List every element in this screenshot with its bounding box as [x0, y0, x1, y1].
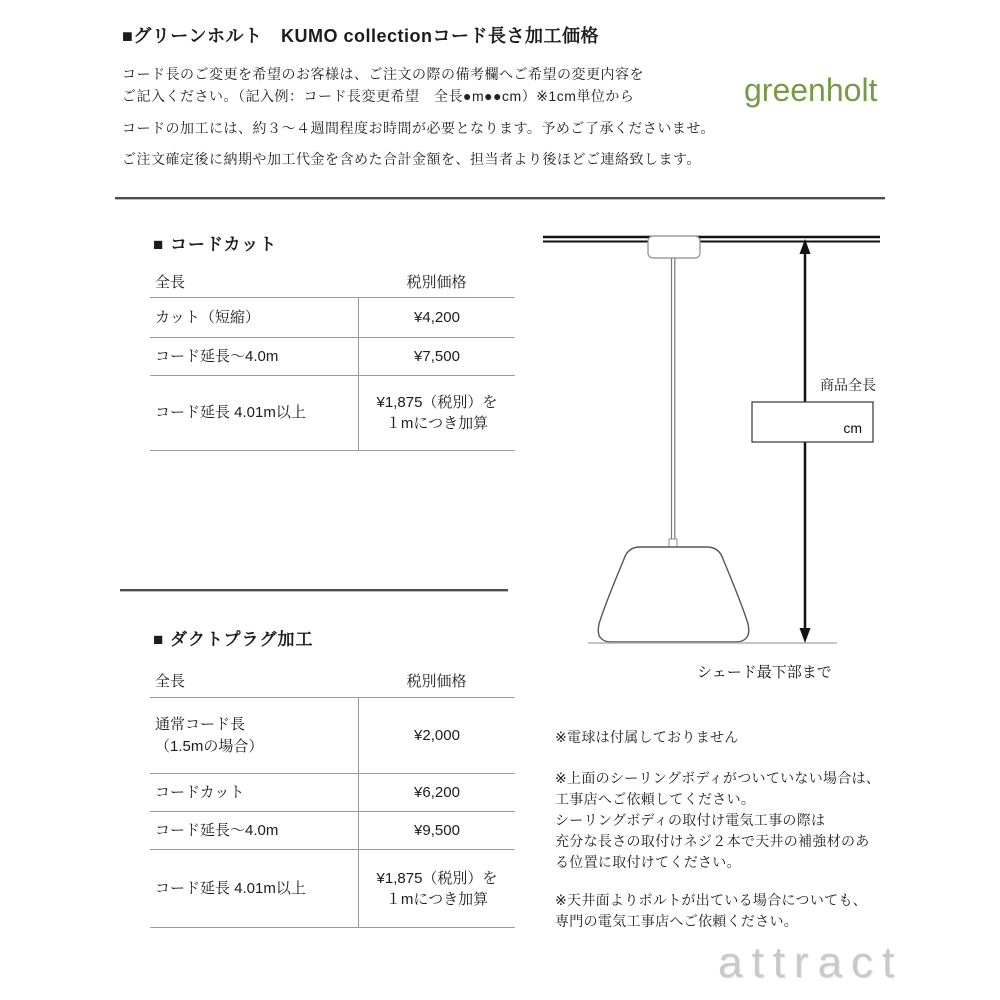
- row-label-line-2: （1.5mの場合）: [155, 737, 264, 755]
- table-row: [150, 376, 515, 451]
- row-price: ¥9,500: [358, 812, 515, 849]
- column-header-price: 税別価格: [406, 274, 467, 291]
- separator-middle: [120, 589, 508, 591]
- row-label: コード延長 4.01m以上: [155, 879, 306, 897]
- note-line: ※上面のシーリングボディがついていない場合は、: [555, 770, 881, 786]
- note-line: ※天井面よりボルトが出ている場合についても、: [555, 892, 868, 908]
- cord-cut-table: [150, 268, 515, 451]
- duct-plug-table: [150, 666, 515, 928]
- note-line: シーリングボディの取付け電気工事の際は: [555, 812, 826, 828]
- note-line: 工事店へご依頼してください。: [555, 791, 756, 807]
- section-heading-cord-cut: ■ コードカット: [153, 235, 278, 254]
- row-price-line-2: １mにつき加算: [385, 890, 489, 908]
- note-line: 充分な長さの取付けネジ２本で天井の補強材のあ: [555, 833, 870, 849]
- intro-line-1: コード長のご変更を希望のお客様は、ご注文の際の備考欄へご希望の変更内容を: [122, 66, 644, 82]
- intro-line-4: ご注文確定後に納期や加工代金を含めた合計金額を、担当者より後ほどご連絡致します。: [122, 151, 701, 167]
- lamp-shade: [598, 547, 749, 642]
- row-price: ¥7,500: [358, 338, 515, 375]
- table-row: [150, 698, 515, 774]
- pendant-diagram-drawing: [540, 225, 890, 695]
- table-row: [150, 338, 515, 376]
- note-line: 専門の電気工事店へご依頼ください。: [555, 913, 799, 929]
- ceiling-canopy: [648, 236, 700, 258]
- page-title: ■グリーンホルト KUMO collectionコード長さ加工価格: [122, 26, 600, 46]
- note-ceiling-body: [555, 768, 880, 873]
- table-header-row: [150, 268, 515, 298]
- row-label-line-1: 通常コード長: [155, 715, 246, 733]
- row-price: ¥6,200: [358, 774, 515, 811]
- note-no-bulb: ※電球は付属しておりません: [555, 729, 739, 745]
- cm-unit-label: cm: [843, 420, 862, 436]
- greenholt-logo: greenholt: [744, 72, 878, 108]
- table-row: [150, 298, 515, 338]
- column-header-length: 全長: [155, 672, 186, 690]
- separator-top: [115, 197, 885, 199]
- section-heading-duct-plug: ■ ダクトプラグ加工: [153, 630, 314, 649]
- row-label: コード延長〜4.0m: [155, 821, 279, 839]
- row-price: [358, 850, 515, 927]
- row-label: [150, 714, 358, 758]
- row-price: [358, 376, 515, 450]
- row-price-line-2: １mにつき加算: [385, 415, 489, 432]
- column-header-length: 全長: [155, 273, 186, 291]
- row-label: コード延長〜4.0m: [155, 347, 279, 365]
- table-row: [150, 850, 515, 928]
- table-row: [150, 774, 515, 812]
- row-price-line-1: ¥1,875（税別）を: [376, 869, 498, 887]
- cord-socket: [669, 539, 677, 547]
- column-header-price: 税別価格: [406, 673, 467, 690]
- note-bolt: [555, 890, 867, 932]
- arrow-down-head: [800, 628, 811, 643]
- row-price: ¥2,000: [358, 698, 515, 773]
- attract-watermark: attract: [718, 938, 904, 987]
- shade-bottom-label: シェード最下部まで: [697, 664, 832, 681]
- row-price-line-1: ¥1,875（税別）を: [376, 394, 498, 411]
- row-label: コード延長 4.01m以上: [155, 404, 306, 421]
- pendant-lamp-diagram: [540, 225, 890, 695]
- row-label: カット（短縮）: [155, 308, 260, 326]
- row-label: コードカット: [155, 783, 245, 801]
- table-row: [150, 812, 515, 850]
- intro-line-3: コードの加工には、約３〜４週間程度お時間が必要となります。予めご了承くださいませ。: [122, 120, 715, 136]
- intro-line-2: ご記入ください。（記入例：コード長変更希望 全長●m●●cm）※1cm単位から: [122, 88, 635, 104]
- note-line: る位置に取付けてください。: [555, 854, 741, 870]
- table-header-row: [150, 666, 515, 698]
- total-length-label: 商品全長: [820, 377, 876, 393]
- row-price: ¥4,200: [358, 298, 515, 337]
